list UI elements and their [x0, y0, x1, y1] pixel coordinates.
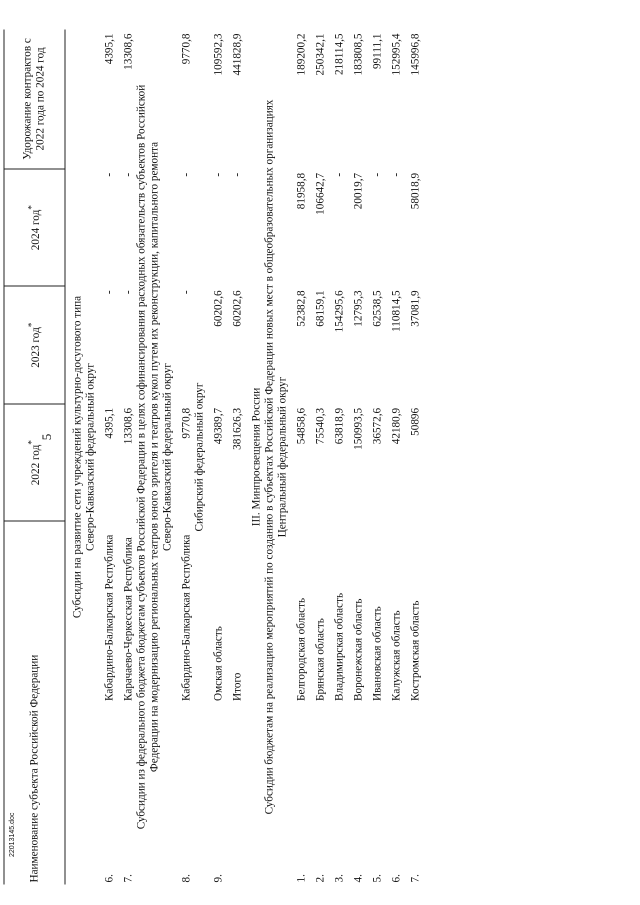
row-value-2024: 58018,9: [409, 172, 422, 210]
row-value-2023: -: [180, 290, 193, 295]
row-value-contracts: 250342,1: [314, 33, 327, 76]
row-number: 2.: [314, 874, 327, 883]
row-number: 6.: [103, 874, 116, 883]
rotated-table-page: [4, 30, 552, 885]
row-value-2024: 81958,8: [295, 172, 308, 210]
row-value-2022: 54858,6: [295, 407, 308, 445]
row-number: 4.: [352, 874, 365, 883]
row-value-2023: 37081,9: [409, 290, 422, 327]
row-value-2024: -: [333, 172, 346, 177]
table-row: [226, 30, 245, 885]
row-value-contracts: 218114,5: [333, 33, 346, 76]
header-contracts: Удорожание контрактов с 2022 года по 2024 год: [4, 30, 65, 169]
row-value-2024: -: [180, 172, 193, 177]
district-title: Центральный федеральный округ: [276, 376, 289, 538]
header-2022: 2022 год*: [4, 404, 65, 522]
row-region-name: Кабардино-Балкарская Республика: [103, 534, 116, 701]
row-value-2024: -: [371, 172, 384, 177]
row-region-name: Ивановская область: [371, 606, 384, 701]
row-value-2023: 60202,6: [231, 290, 244, 327]
table-header-row: [4, 30, 65, 885]
row-number: 9.: [212, 874, 225, 883]
table-row: [175, 30, 194, 885]
row-value-2022: 13308,6: [122, 407, 135, 445]
row-value-2024: 106642,7: [314, 172, 327, 215]
row-region-name: Белгородская область: [295, 597, 308, 701]
row-value-2022: 9770,8: [180, 407, 193, 439]
row-number: 1.: [295, 874, 308, 883]
row-number: 6.: [390, 874, 403, 883]
row-value-2024: -: [212, 172, 225, 177]
row-value-2022: 36572,6: [371, 407, 384, 445]
row-value-2024: -: [390, 172, 403, 177]
table-row: [117, 30, 136, 885]
section-title: Субсидии из федерального бюджета бюджетам субъектов Российской Федерации в целях софинансирования расходных обязательств субъектов Российской Федерации на модернизацию региональных театров юного зрителя и театров кукол путем их реконструкции, капитального ремонта: [135, 84, 161, 830]
row-value-2022: 42180,9: [390, 407, 403, 445]
row-value-2023: 60202,6: [212, 290, 225, 327]
row-value-2022: 4395,1: [103, 407, 116, 439]
table-row: [207, 30, 226, 885]
header-region: Наименование субъекта Российской Федерации: [4, 521, 65, 884]
row-region-name: Брянская область: [314, 618, 327, 701]
row-value-2023: 62538,5: [371, 290, 384, 327]
row-value-contracts: 145996,8: [409, 33, 422, 76]
section-title: Субсидии на развитие сети учреждений культурно-досугового типа: [71, 295, 84, 619]
header-2024: 2024 год*: [4, 169, 65, 287]
row-value-contracts: 9770,8: [180, 33, 193, 65]
row-value-2023: -: [122, 290, 135, 295]
table-row: [328, 30, 347, 885]
row-region-name: Карачаево-Черкесская Республика: [122, 537, 135, 701]
row-value-2024: -: [122, 172, 135, 177]
document-code: 22013145.doc: [9, 812, 16, 857]
row-value-contracts: 441828,9: [231, 33, 244, 76]
row-value-contracts: 4395,1: [103, 33, 116, 65]
row-value-contracts: 13308,6: [122, 33, 135, 70]
subsidy-table: [4, 30, 423, 885]
row-number: 7.: [409, 874, 422, 883]
district-title: Сибирский федеральный округ: [193, 382, 206, 532]
table-row: [347, 30, 366, 885]
table-row: [309, 30, 328, 885]
row-number: 7.: [122, 874, 135, 883]
row-value-2022: 50896: [409, 407, 422, 436]
row-value-2022: 150993,5: [352, 407, 365, 450]
row-value-2022: 63818,9: [333, 407, 346, 445]
row-region-name: Костромская область: [409, 600, 422, 701]
row-number: 3.: [333, 874, 346, 883]
row-value-2022: 75540,3: [314, 407, 327, 445]
table-row: [98, 30, 117, 885]
row-value-2024: 20019,7: [352, 172, 365, 210]
row-value-contracts: 183808,5: [352, 33, 365, 76]
row-value-2024: -: [103, 172, 116, 177]
row-value-2023: 154295,6: [333, 290, 346, 333]
district-title: Северо-Кавказский федеральный округ: [84, 362, 97, 552]
row-value-2022: 381626,3: [231, 407, 244, 450]
row-region-name: Калужская область: [390, 610, 403, 701]
row-value-2023: -: [103, 290, 116, 295]
row-value-contracts: 99111,1: [371, 33, 384, 70]
row-region-name: Итого: [231, 672, 244, 701]
district-title: Северо-Кавказский федеральный округ: [161, 362, 174, 552]
row-region-name: Кабардино-Балкарская Республика: [180, 534, 193, 701]
table-row: [366, 30, 385, 885]
section-title: Субсидии бюджетам на реализацию мероприятий по созданию в субъектах Российской Федерации новых мест в общеобразовательных организациях: [263, 99, 276, 815]
row-value-contracts: 152995,4: [390, 33, 403, 76]
row-region-name: Омская область: [212, 626, 225, 701]
row-value-2023: 12795,3: [352, 290, 365, 327]
row-number: 5.: [371, 874, 384, 883]
page-number: 5: [39, 433, 54, 441]
table-row: [404, 30, 423, 885]
row-value-contracts: 189200,2: [295, 33, 308, 76]
row-value-2023: 110814,5: [390, 290, 403, 332]
ministry-title: III. Минпросвещения России: [250, 387, 263, 527]
row-number: 8.: [180, 874, 193, 883]
row-value-2023: 68159,1: [314, 290, 327, 327]
row-region-name: Владимирская область: [333, 592, 346, 701]
row-value-2023: 52382,8: [295, 290, 308, 327]
row-region-name: Воронежская область: [352, 598, 365, 701]
table-row: [385, 30, 404, 885]
row-number: [226, 703, 245, 885]
header-2023: 2023 год*: [4, 286, 65, 404]
row-value-contracts: 109592,3: [212, 33, 225, 76]
row-value-2022: 49389,7: [212, 407, 225, 445]
table-row: [290, 30, 309, 885]
row-value-2024: -: [231, 172, 244, 177]
